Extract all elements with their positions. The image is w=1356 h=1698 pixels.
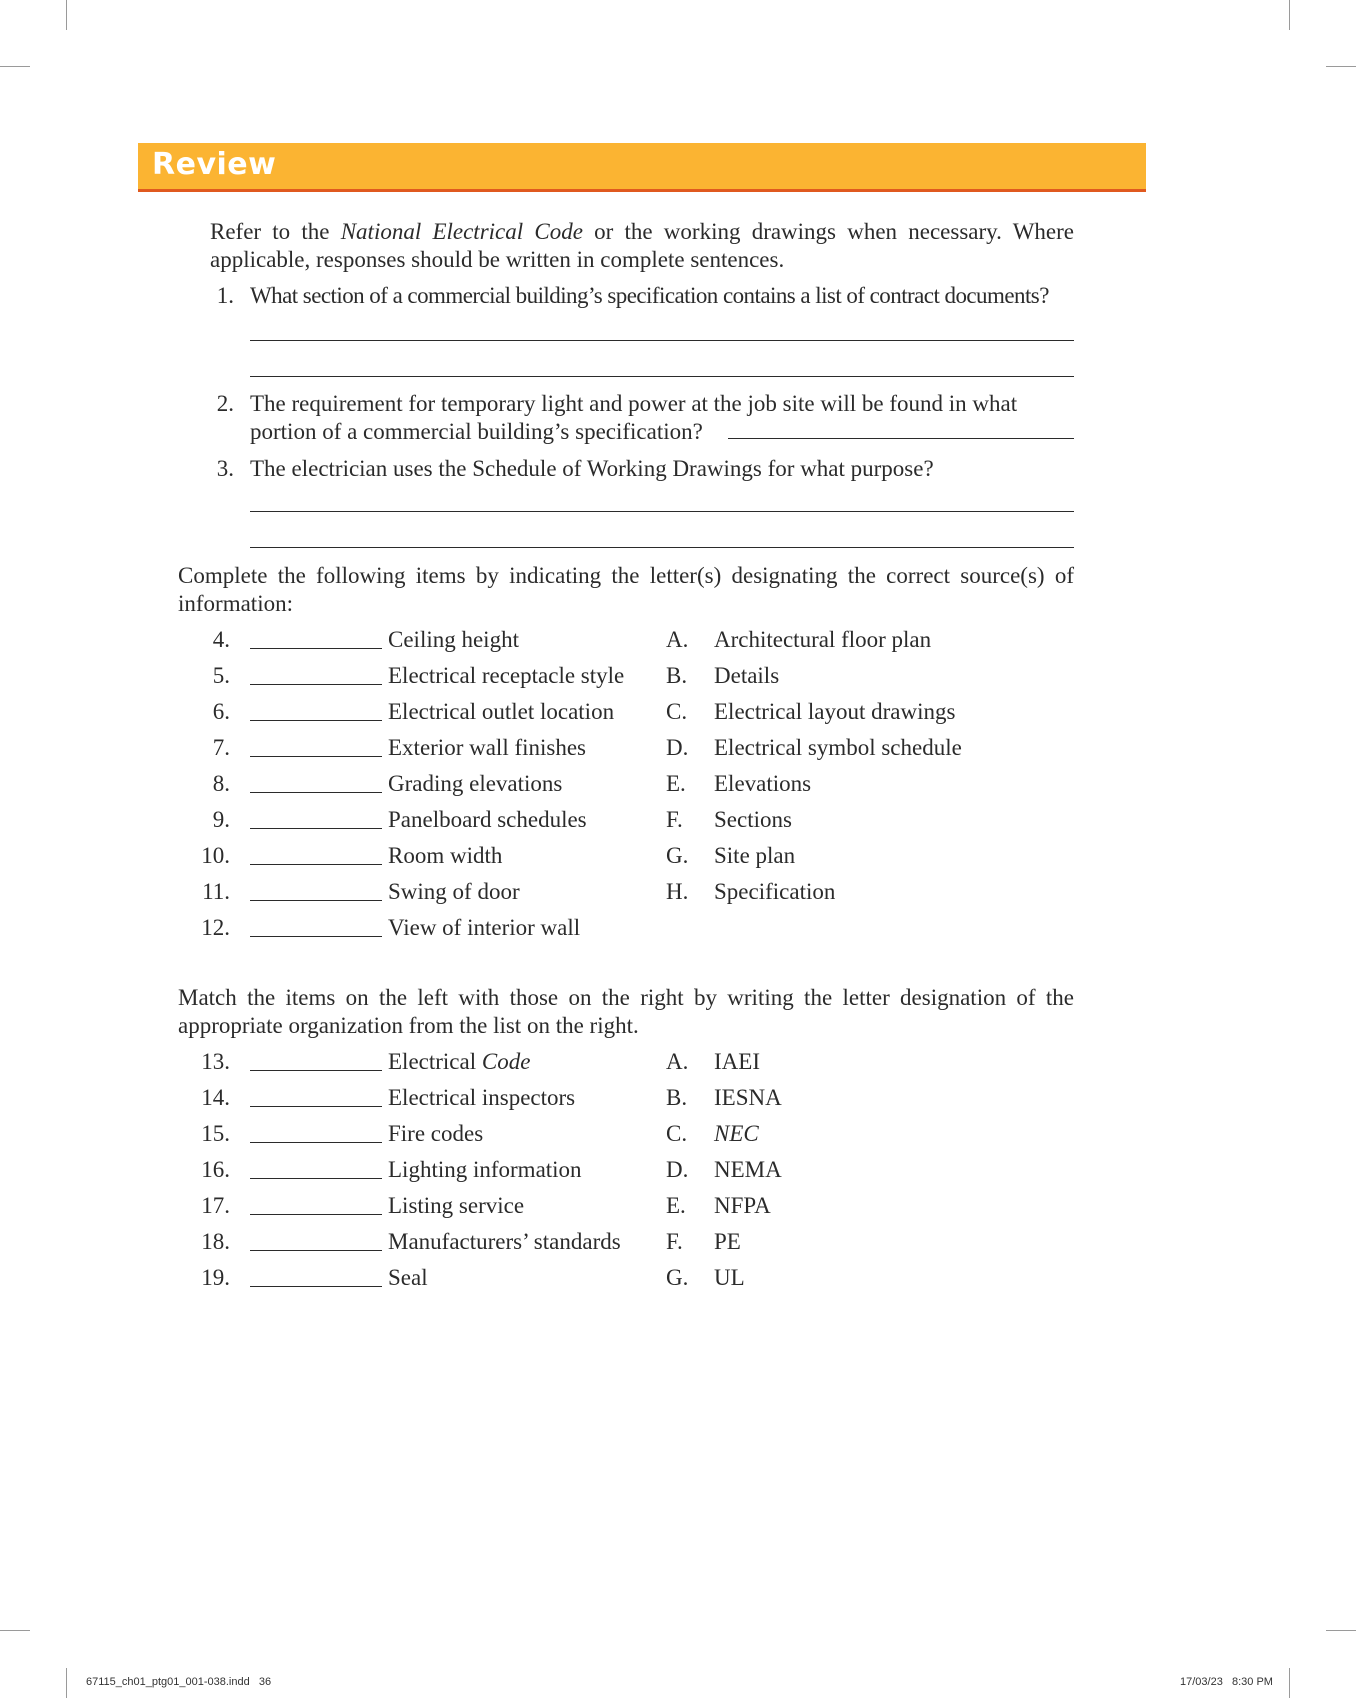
answer-blank[interactable] [250, 1106, 382, 1107]
org-letter: D. [666, 1157, 689, 1182]
item-number: 5. [212, 663, 230, 688]
crop-mark-top-right-vertical [1289, 0, 1290, 30]
item-text: Manufacturers’ standards [388, 1229, 621, 1254]
section-2-instruction: Complete the following items by indicating the letter(s) designating the correct source(s) of information: [178, 563, 1074, 616]
org-text-italic: NEC [714, 1121, 759, 1146]
source-text: Specification [714, 879, 836, 904]
answer-line[interactable] [728, 438, 1074, 439]
matching-row [0, 1192, 1356, 1222]
item-text-italic: Code [481, 1049, 531, 1074]
answer-line[interactable] [250, 511, 1074, 512]
review-title: Review [152, 147, 277, 182]
review-header-bar [138, 143, 1146, 192]
matching-row [0, 1156, 1356, 1186]
matching-row [0, 806, 1356, 836]
question-text-line-1: The requirement for temporary light and power at the job site will be found in what [250, 391, 1018, 416]
source-letter: B. [666, 663, 688, 688]
answer-blank[interactable] [250, 900, 382, 901]
footer-timestamp: 17/03/23 8:30 PM [1180, 1676, 1273, 1688]
item-text: Grading elevations [388, 771, 563, 796]
answer-line[interactable] [250, 340, 1074, 341]
intro-paragraph [210, 218, 1074, 274]
matching-row [0, 770, 1356, 800]
item-number: 12. [201, 915, 230, 940]
matching-row [0, 1048, 1356, 1078]
question-3 [0, 455, 1356, 485]
source-text: Electrical layout drawings [714, 699, 956, 724]
item-number: 19. [201, 1265, 230, 1290]
source-text: Electrical symbol schedule [714, 735, 962, 760]
item-number: 15. [201, 1121, 230, 1146]
item-text: Listing service [388, 1193, 525, 1218]
answer-line[interactable] [250, 547, 1074, 548]
crop-mark-top-left-vertical [66, 0, 67, 30]
org-text: UL [714, 1265, 745, 1290]
source-letter: D. [666, 735, 689, 760]
org-text: IAEI [714, 1049, 760, 1074]
answer-blank[interactable] [250, 1178, 382, 1179]
question-number: 3. [216, 456, 234, 481]
intro-pre: Refer to the [210, 219, 341, 244]
matching-row [0, 662, 1356, 692]
item-text: Electrical receptacle style [388, 663, 625, 688]
item-number: 13. [201, 1049, 230, 1074]
item-text: View of interior wall [388, 915, 581, 940]
org-letter: A. [666, 1049, 689, 1074]
source-letter: F. [666, 807, 683, 832]
answer-blank[interactable] [250, 1070, 382, 1071]
crop-mark-bottom-left-vertical [66, 1668, 67, 1698]
crop-mark-bottom-left-horizontal [0, 1630, 30, 1631]
item-text: Seal [388, 1265, 428, 1290]
crop-mark-bottom-right-horizontal [1326, 1630, 1356, 1631]
source-text: Elevations [714, 771, 812, 796]
org-letter: G. [666, 1265, 689, 1290]
answer-blank[interactable] [250, 756, 382, 757]
item-text-plain: Electrical [388, 1049, 482, 1074]
matching-row [0, 1264, 1356, 1294]
answer-blank[interactable] [250, 1142, 382, 1143]
matching-row [0, 626, 1356, 656]
item-text: Room width [388, 843, 503, 868]
question-text-line-2: portion of a commercial building’s specification? [250, 419, 703, 444]
answer-blank[interactable] [250, 684, 382, 685]
answer-blank[interactable] [250, 1214, 382, 1215]
crop-mark-bottom-right-vertical [1289, 1668, 1290, 1698]
source-text: Site plan [714, 843, 796, 868]
item-text: Ceiling height [388, 627, 519, 652]
org-text: PE [714, 1229, 741, 1254]
item-number: 8. [212, 771, 230, 796]
org-text: IESNA [714, 1085, 782, 1110]
question-1 [0, 282, 1356, 312]
section-3-instruction: Match the items on the left with those on the right by writing the letter designation of the appropriate organization from the list on the right. [178, 985, 1074, 1038]
org-text [714, 1120, 759, 1148]
org-letter: B. [666, 1085, 688, 1110]
source-letter: E. [666, 771, 686, 796]
answer-blank[interactable] [250, 864, 382, 865]
question-text: What section of a commercial building’s specification contains a list of contract documents? [250, 283, 1049, 308]
item-text: Lighting information [388, 1157, 582, 1182]
matching-row [0, 734, 1356, 764]
org-letter: E. [666, 1193, 686, 1218]
item-text: Exterior wall finishes [388, 735, 587, 760]
matching-row [0, 842, 1356, 872]
source-text: Architectural floor plan [714, 627, 932, 652]
question-number: 1. [216, 283, 234, 308]
item-text: Electrical outlet location [388, 699, 615, 724]
item-text [388, 1048, 530, 1076]
matching-row [0, 878, 1356, 908]
org-letter: F. [666, 1229, 683, 1254]
intro-post: or the working drawings when necessary. Where applicable, responses should be written in complete sentences. [210, 219, 1074, 272]
footer-file-slug: 67115_ch01_ptg01_001-038.indd 36 [86, 1676, 272, 1688]
item-number: 17. [201, 1193, 230, 1218]
org-text: NFPA [714, 1193, 771, 1218]
item-number: 10. [201, 843, 230, 868]
item-number: 11. [202, 879, 230, 904]
item-number: 18. [201, 1229, 230, 1254]
source-letter: G. [666, 843, 689, 868]
answer-blank[interactable] [250, 1286, 382, 1287]
answer-blank[interactable] [250, 1250, 382, 1251]
matching-row [0, 914, 1356, 944]
answer-blank[interactable] [250, 936, 382, 937]
item-number: 4. [212, 627, 230, 652]
source-text: Sections [714, 807, 792, 832]
item-number: 7. [212, 735, 230, 760]
crop-mark-top-left-horizontal [0, 66, 30, 67]
question-2 [0, 390, 1356, 450]
answer-blank[interactable] [250, 648, 382, 649]
matching-row [0, 1120, 1356, 1150]
item-number: 14. [201, 1085, 230, 1110]
item-number: 9. [212, 807, 230, 832]
answer-line[interactable] [250, 376, 1074, 377]
matching-row [0, 1084, 1356, 1114]
matching-row [0, 1228, 1356, 1258]
question-number: 2. [216, 391, 234, 416]
answer-blank[interactable] [250, 720, 382, 721]
source-letter: H. [666, 879, 689, 904]
answer-blank[interactable] [250, 792, 382, 793]
answer-blank[interactable] [250, 828, 382, 829]
crop-mark-top-right-horizontal [1326, 66, 1356, 67]
question-text: The electrician uses the Schedule of Working Drawings for what purpose? [250, 456, 934, 481]
org-text: NEMA [714, 1157, 782, 1182]
item-number: 6. [212, 699, 230, 724]
org-letter: C. [666, 1121, 688, 1146]
intro-italic-title: National Electrical Code [340, 219, 583, 244]
item-number: 16. [201, 1157, 230, 1182]
item-text: Panelboard schedules [388, 807, 587, 832]
matching-row [0, 698, 1356, 728]
source-letter: A. [666, 627, 689, 652]
item-text: Fire codes [388, 1121, 484, 1146]
source-text: Details [714, 663, 780, 688]
source-letter: C. [666, 699, 688, 724]
item-text: Electrical inspectors [388, 1085, 576, 1110]
item-text: Swing of door [388, 879, 520, 904]
